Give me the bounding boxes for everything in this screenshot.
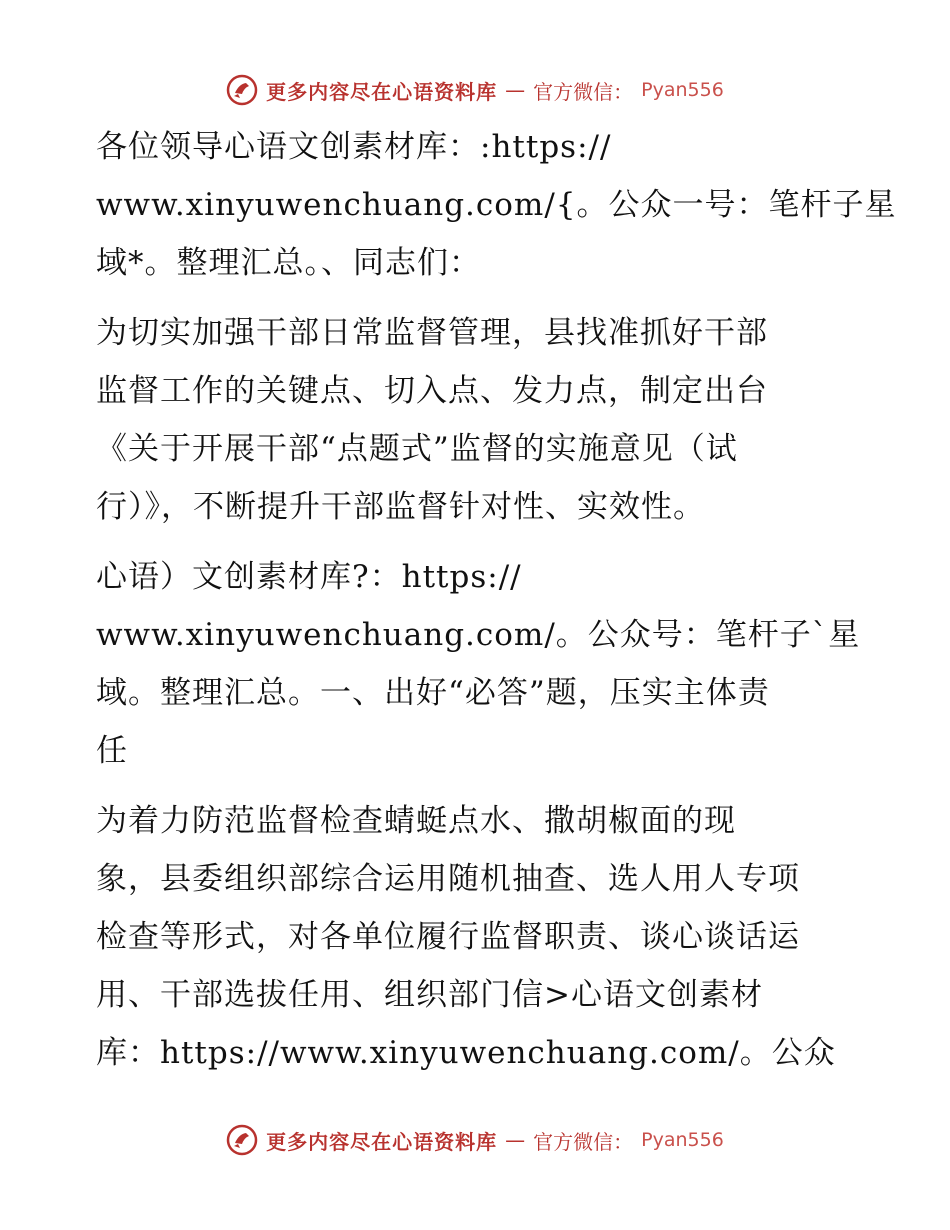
text-line: 域*。整理汇总。、同志们： bbox=[96, 245, 481, 281]
paragraph-4 bbox=[96, 792, 856, 1082]
text-line: 为切实加强干部日常监督管理，县找准抓好干部 bbox=[96, 315, 768, 351]
paragraph-3 bbox=[96, 548, 861, 780]
paragraph-1 bbox=[96, 118, 897, 292]
text-line: www.xinyuwenchuang.com/{。公众一号：笔杆子星 bbox=[96, 187, 897, 223]
banner-brand-text: 更多内容尽在心语资料库 bbox=[266, 79, 498, 104]
text-line: 心语）文创素材库?：https:// bbox=[96, 559, 522, 595]
banner-wechat-id: Pyan556 bbox=[641, 1129, 724, 1151]
document-body bbox=[96, 118, 897, 1094]
text-line: 《关于开展干部“点题式”监督的实施意见（试 bbox=[96, 431, 738, 467]
banner-dash: — bbox=[505, 78, 526, 102]
banner-brand-text: 更多内容尽在心语资料库 bbox=[266, 1129, 498, 1154]
text-line: 检查等形式，对各单位履行监督职责、谈心谈话运 bbox=[96, 919, 800, 955]
circle-hand-logo-icon bbox=[226, 74, 258, 106]
banner-wechat-label: 官方微信： bbox=[533, 1129, 634, 1154]
banner-dash: — bbox=[505, 1128, 526, 1152]
banner-wechat-id: Pyan556 bbox=[641, 79, 724, 101]
text-line: 用、干部选拔任用、组织部门信>心语文创素材 bbox=[96, 977, 763, 1013]
text-line: www.xinyuwenchuang.com/。公众号：笔杆子`星 bbox=[96, 617, 861, 653]
banner-wechat-label: 官方微信： bbox=[533, 79, 634, 104]
paragraph-2 bbox=[96, 304, 856, 536]
text-line: 各位领导心语文创素材库：:https:// bbox=[96, 129, 612, 165]
header-watermark-banner bbox=[0, 70, 950, 110]
text-line: 行）》，不断提升干部监督针对性、实效性。 bbox=[96, 489, 705, 525]
text-line: 监督工作的关键点、切入点、发力点，制定出台 bbox=[96, 373, 768, 409]
text-line: 库：https://www.xinyuwenchuang.com/。公众 bbox=[96, 1035, 836, 1071]
text-line: 任 bbox=[96, 733, 128, 769]
text-line: 为着力防范监督检查蜻蜓点水、撒胡椒面的现 bbox=[96, 803, 736, 839]
text-line: 域。整理汇总。一、出好“必答”题，压实主体责 bbox=[96, 675, 770, 711]
circle-hand-logo-icon bbox=[226, 1124, 258, 1156]
footer-watermark-banner bbox=[0, 1120, 950, 1160]
text-line: 象，县委组织部综合运用随机抽查、选人用人专项 bbox=[96, 861, 800, 897]
